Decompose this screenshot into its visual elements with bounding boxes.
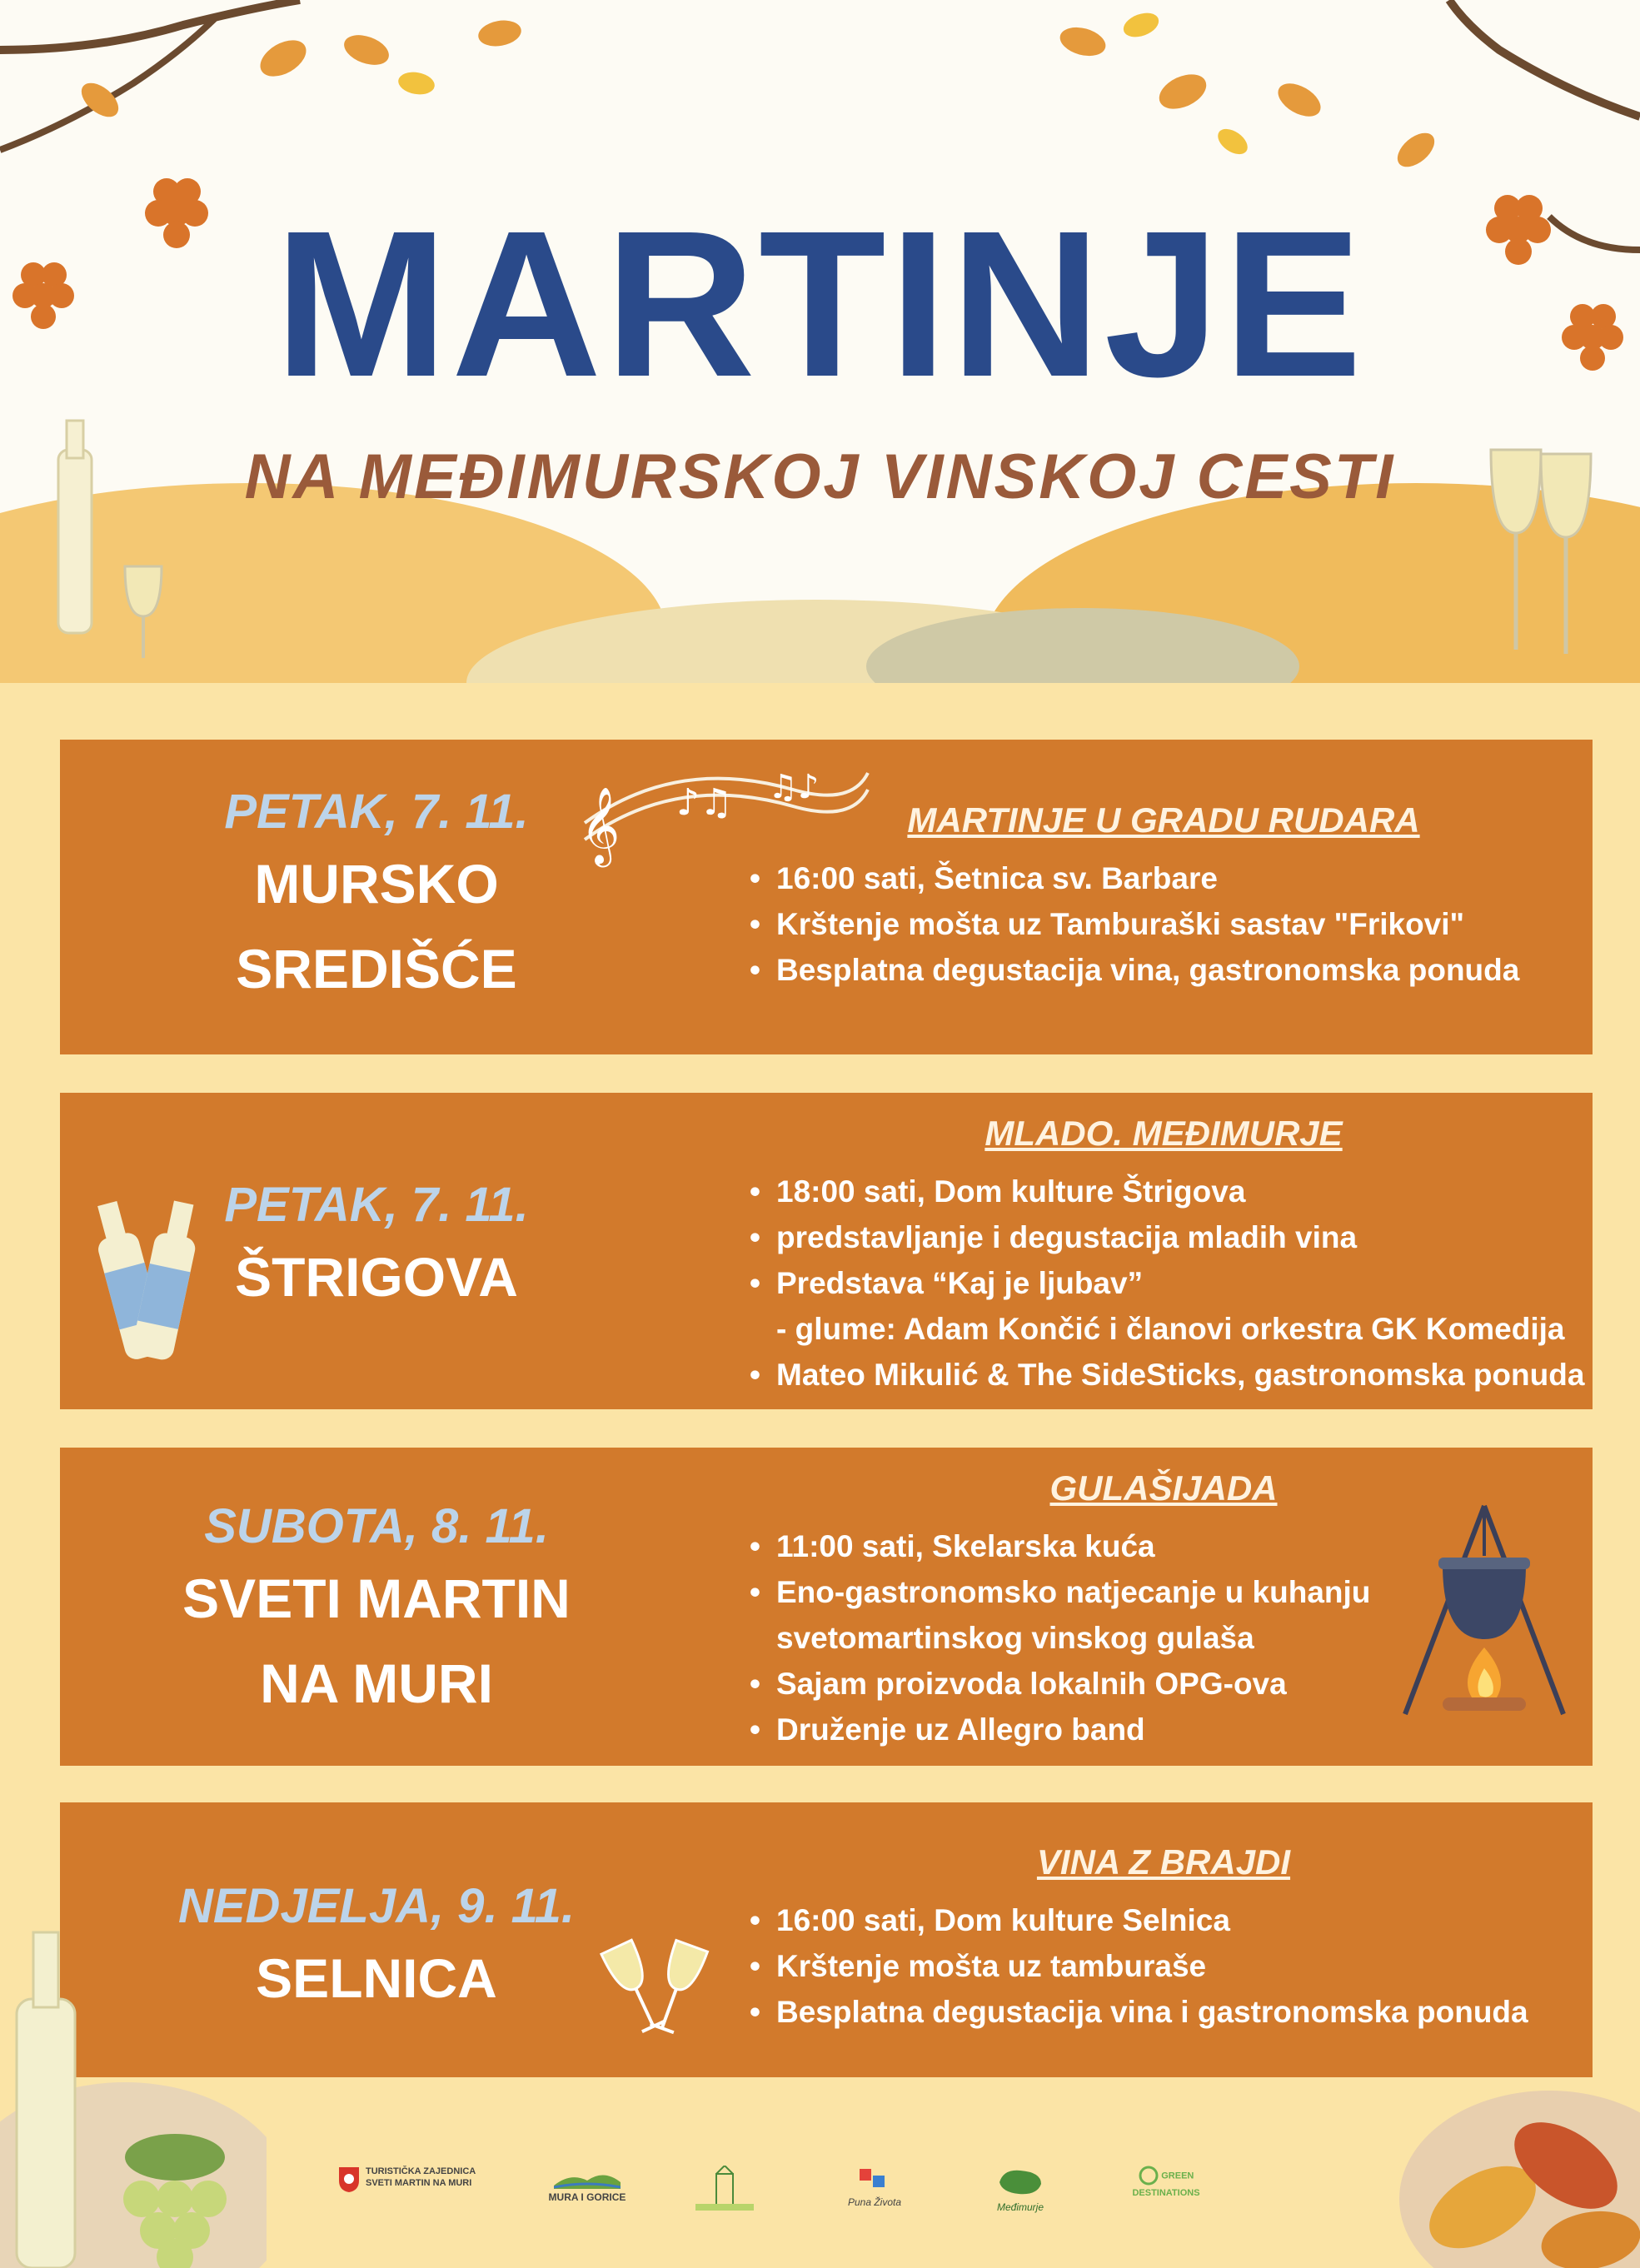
mura-logo-text: MURA I GORICE [548, 2191, 626, 2203]
event-item-list [743, 855, 1584, 993]
event-date: NEDJELJA, 9. 11. [177, 1879, 575, 1933]
puna-logo-text: Puna Života [847, 2196, 902, 2208]
event-card-mursko-sredisce [60, 740, 1593, 1054]
medimurje-logo-text: Međimurje [996, 2201, 1044, 2213]
church-icon [691, 2166, 758, 2216]
list-item: • Besplatna degustacija vina i gastronomska ponuda [743, 1989, 1584, 2035]
event-details [743, 1111, 1584, 1398]
cooking-pot-campfire-icon [1393, 1498, 1576, 1722]
medimurje-map-icon [995, 2166, 1045, 2199]
event-card-strigova [60, 1093, 1593, 1409]
list-item: • Krštenje mošta uz Tamburaški sastav "Frikovi" [743, 901, 1584, 947]
event-date: SUBOTA, 8. 11. [204, 1499, 549, 1553]
list-item: • 18:00 sati, Dom kulture Štrigova [743, 1169, 1584, 1214]
event-place: SREDIŠĆE [236, 937, 517, 999]
list-item: svetomartinskog vinskog gulaša [776, 1620, 1254, 1655]
event-card-selnica [60, 1802, 1593, 2077]
list-item: • predstavljanje i degustacija mladih vina [743, 1214, 1584, 1260]
mura-i-gorice-logo [537, 2166, 637, 2224]
list-item: • Predstava “Kaj je ljubav” [743, 1260, 1584, 1306]
event-item-list [743, 1169, 1584, 1398]
toasting-glasses-icon [593, 1927, 718, 2052]
svg-text:♪♫: ♪♫ [676, 781, 733, 824]
music-notes-icon [576, 723, 876, 873]
event-date: PETAK, 7. 11. [224, 785, 529, 839]
list-item: • Eno-gastronomsko natjecanje u kuhanju [743, 1569, 1584, 1615]
list-item: • 16:00 sati, Dom kulture Selnica [743, 1897, 1584, 1943]
coat-of-arms-icon [337, 2166, 361, 2194]
sponsor-logos [317, 2166, 1233, 2232]
mura-landscape-icon [554, 2166, 621, 2189]
list-item: • Krštenje mošta uz tamburaše [743, 1943, 1584, 1989]
event-place: SELNICA [256, 1946, 497, 2009]
page-subtitle: NA MEĐIMURSKOJ VINSKOJ CESTI [244, 441, 1396, 512]
event-place: NA MURI [260, 1652, 493, 1714]
event-heading: GULAŠIJADA [1049, 1468, 1278, 1508]
list-item: • Sajam proizvoda lokalnih OPG-ova [743, 1661, 1584, 1707]
svg-text:𝄞: 𝄞 [581, 786, 621, 864]
list-item: • Druženje uz Allegro band [743, 1707, 1584, 1752]
autumn-leaves-illustration [1383, 2032, 1640, 2268]
page-title: MARTINJE [274, 187, 1366, 420]
event-heading: MLADO. MEĐIMURJE [984, 1114, 1343, 1153]
list-item: • Besplatna degustacija vina, gastronomska ponuda [743, 947, 1584, 993]
event-heading: VINA Z BRAJDI [1036, 1842, 1291, 1882]
svg-text:♫♪: ♫♪ [768, 768, 820, 806]
event-date: PETAK, 7. 11. [224, 1178, 529, 1232]
event-place: MURSKO [254, 852, 499, 915]
event-heading: MARTINJE U GRADU RUDARA [907, 800, 1420, 840]
event-place: ŠTRIGOVA [235, 1245, 518, 1308]
event-details [743, 1840, 1584, 2035]
bottle-and-grapes-illustration [0, 1924, 267, 2268]
medimurje-logo [975, 2166, 1066, 2224]
list-item: • 16:00 sati, Šetnica sv. Barbare [743, 855, 1584, 901]
event-place: SVETI MARTIN [182, 1567, 571, 1629]
event-item-list [743, 1897, 1584, 2035]
event-left-column [60, 1498, 693, 1726]
tz-sveti-martin-logo [337, 2166, 504, 2224]
green-logo-text: GREEN DESTINATIONS [1132, 2171, 1200, 2198]
tz-logo-line1: TURISTIČKA ZAJEDNICA [366, 2166, 476, 2176]
selnica-church-logo [683, 2166, 766, 2224]
green-destinations-logo [1116, 2166, 1216, 2224]
wine-bottles-icon [85, 1184, 210, 1368]
leaf-icon [1139, 2166, 1159, 2186]
puna-zivota-icon [858, 2166, 891, 2194]
list-item: • Mateo Mikulić & The SideSticks, gastronomska ponuda [743, 1352, 1584, 1398]
tz-logo-line2: SVETI MARTIN NA MURI [366, 2178, 472, 2188]
event-card-sveti-martin [60, 1448, 1593, 1766]
list-item: - glume: Adam Končić i članovi orkestra GK Komedija [776, 1311, 1565, 1346]
puna-zivota-logo [833, 2166, 916, 2224]
list-item: • 11:00 sati, Skelarska kuća [743, 1523, 1584, 1569]
